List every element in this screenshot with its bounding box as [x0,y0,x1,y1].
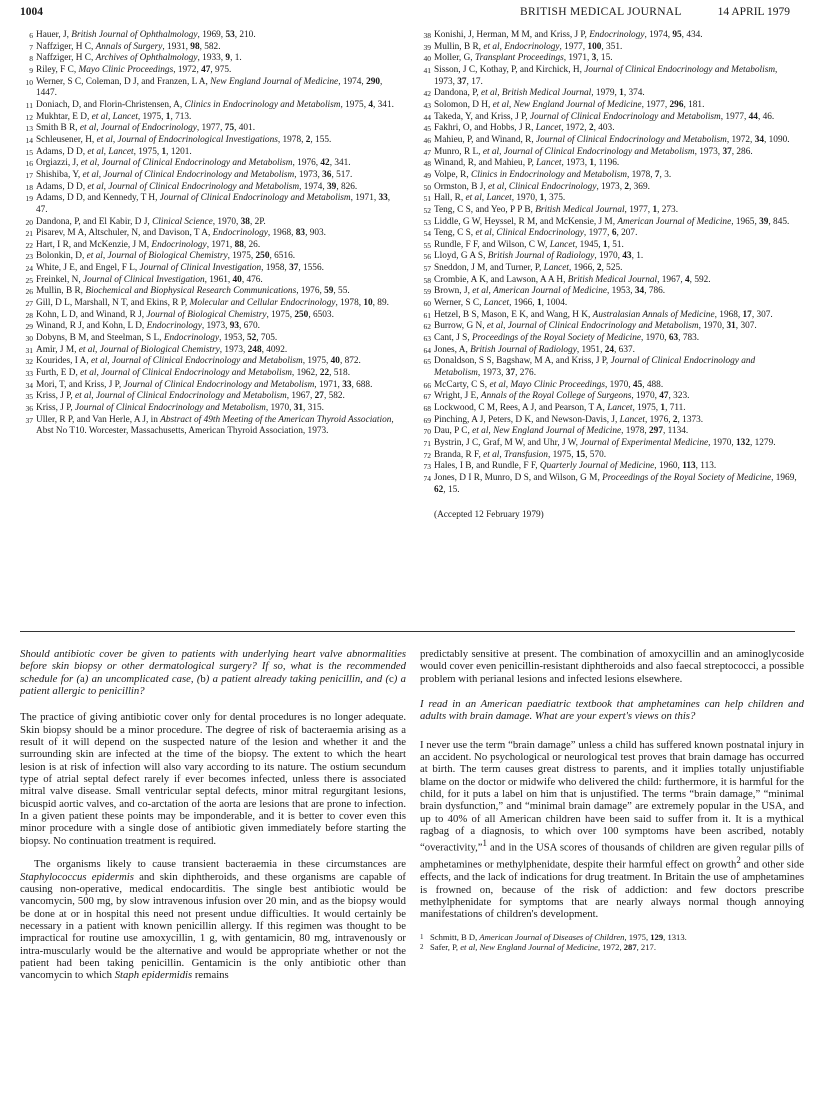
reference-number: 74 [423,473,431,483]
reference-item [418,403,798,415]
reference-text: Amir, J M, et al, Journal of Biological Chemistry, 1973, 248, 4092. [36,344,288,355]
reference-number: 33 [25,369,33,379]
reference-number: 2 [420,942,424,951]
reference-text: Mukhtar, E D, et al, Lancet, 1975, 1, 713. [36,111,192,122]
reference-number: 49 [423,170,431,180]
reference-item [418,112,798,124]
reference-number: 58 [423,275,431,285]
reference-number: 67 [423,392,431,402]
reference-text: Werner, S C, Lancet, 1966, 1, 1004. [434,298,568,309]
reference-item [20,53,398,65]
reference-item [20,345,398,357]
reference-item [418,461,798,473]
qa-left-column [20,648,406,993]
reference-number: 22 [25,240,33,250]
reference-number: 12 [25,112,33,122]
reference-item [20,158,398,170]
reference-text: Munro, R L, et al, Journal of Clinical Endocrinology and Metabolism, 1973, 37, 286. [434,146,753,157]
reference-item [20,135,398,147]
journal-name: BRITISH MEDICAL JOURNAL [520,6,682,18]
reference-number: 73 [423,462,431,472]
reference-item [418,205,798,217]
reference-number: 43 [423,100,431,110]
reference-text: Doniach, D, and Florin-Christensen, A, Clinics in Endocrinology and Metabolism, 1975, 4, 341. [36,99,394,110]
reference-item [20,193,398,216]
reference-item [418,321,798,333]
reference-text: Adams, D D, and Kennedy, T H, Journal of Clinical Endocrinology and Metabolism, 1971, 33, 47. [36,193,391,215]
reference-number: 27 [25,299,33,309]
reference-number: 41 [423,65,431,75]
reference-item [20,170,398,182]
references-right-column [418,30,798,522]
answer-paragraph: I never use the term “brain damage” unless a child has suffered known postnatal injury in an accident. No psychological or neurological test proves that brain damage has occurred at birth. The term causes great distress to parents, and it implies totally unjustifiable blame on the doctor or midwife who delivered the child: furthermore, it is harmful for the child, for it puts a label on him that is unjustified. The terms “brain damage,” “minimal brain dysfunction,” and “minimal brain damage” are extremely popular in the USA, and up to 40% of all American children have been said to suffer from it. It is a mythical ragbag of a diagnosis, to which over 100 symptoms have been ascribed, notably “overactivity,”$^1$ and in the USA scores of thousands of children are given regular pills of amphetamines or methylphenidate, despite their harmful effect on growth$^2$ and other side effects, and the lack of indications for drug treatment. In Britain the use of amphetamines is frowned on, because of the risk of addiction: and few doctors prescribe methylphenidate for symptoms that are nearly always normal though annoying manifestations of children's development. [420,738,804,921]
reference-number: 11 [25,100,33,110]
reference-text: Freinkel, N, Journal of Clinical Investigation, 1961, 40, 476. [36,274,263,285]
reference-item [418,380,798,392]
reference-number: 35 [25,392,33,402]
reference-text: Kriss, J P, Journal of Clinical Endocrinology and Metabolism, 1970, 31, 315. [36,403,324,413]
reference-item [20,77,398,100]
reference-number: 25 [25,275,33,285]
reference-item [20,298,398,310]
reference-item [418,415,798,427]
reference-text: Cant, J S, Proceedings of the Royal Society of Medicine, 1970, 63, 783. [434,333,700,344]
reference-number: 50 [423,182,431,192]
reference-item [418,123,798,135]
reference-number: 70 [423,427,431,437]
reference-number: 17 [25,170,33,180]
reference-number: 63 [423,334,431,344]
reference-item [20,391,398,403]
reference-text: Crombie, A K, and Lawson, A A H, British Medical Journal, 1967, 4, 592. [434,274,711,285]
reference-text: Dandona, P, and El Kabir, D J, Clinical Science, 1970, 38, 2P. [36,216,266,227]
reference-text: Volpe, R, Clinics in Endocrinology and Metabolism, 1978, 7, 3. [434,169,672,180]
reference-item [20,380,398,392]
reference-text: Gill, D L, Marshall, N T, and Ekins, R P, Molecular and Cellular Endocrinology, 1978, 10, 89. [36,298,389,309]
reference-item [20,182,398,194]
section-divider [20,631,795,632]
reference-item [20,42,398,54]
reference-item [418,391,798,403]
reference-text: Lockwood, C M, Rees, A J, and Pearson, T A, Lancet, 1975, 1, 711. [434,403,686,413]
reference-item [418,240,798,252]
reference-text: White, J E, and Engel, F L, Journal of Clinical Investigation, 1958, 37, 1556. [36,263,324,274]
reference-number: 60 [423,299,431,309]
reference-text: Moller, G, Transplant Proceedings, 1971, 3, 15. [434,53,613,64]
references-left-column [20,30,398,438]
reference-item [418,170,798,182]
reference-text: Takeda, Y, and Kriss, J P, Journal of Clinical Endocrinology and Metabolism, 1977, 44, 46. [434,111,775,122]
reference-item [418,473,798,496]
reference-text: Solomon, D H, et al, New England Journal of Medicine, 1977, 296, 181. [434,99,705,110]
reference-item [418,65,798,88]
reference-number: 36 [25,404,33,413]
reference-item [418,263,798,275]
reference-item [20,356,398,368]
qa-right-column [420,648,804,952]
reference-number: 53 [423,217,431,227]
reference-text: Teng, C S, and Yeo, P P B, British Medical Journal, 1977, 1, 273. [434,204,679,215]
reference-item [20,251,398,263]
reference-item [418,450,798,462]
reference-number: 38 [423,31,431,40]
reference-text: Liddle, G W, Heyssel, R M, and McKensie, J M, American Journal of Medicine, 1965, 39, 845. [434,216,790,227]
reference-number: 54 [423,229,431,239]
reference-text: Wright, J E, Annals of the Royal College of Surgeons, 1970, 47, 323. [434,391,690,402]
reference-number: 57 [423,264,431,274]
reference-item [418,356,798,379]
reference-number: 7 [29,42,33,52]
reference-text: Branda, R F, et al, Transfusion, 1975, 15, 570. [434,449,607,460]
reference-number: 1 [420,932,424,941]
reference-item [418,298,798,310]
reference-number: 48 [423,159,431,169]
reference-number: 66 [423,380,431,390]
reference-item [20,228,398,240]
reference-text: Jones, A, British Journal of Radiology, 1951, 24, 637. [434,344,635,355]
reference-text: Adams, D D, et al, Journal of Clinical Endocrinology and Metabolism, 1974, 39, 826. [36,181,358,192]
reference-item [420,942,804,952]
answer-paragraph-continued: predictably sensitive at present. The combination of amoxycillin and an aminoglycoside would cover even penicillin-resistant diphtheroids and also faecal streptococci, a possible problem with perianal lesions and infected lesions elsewhere. [420,648,804,685]
reference-item [418,53,798,65]
reference-text: Pisarev, M A, Altschuler, N, and Davison, T A, Endocrinology, 1968, 83, 903. [36,228,326,239]
reference-number: 59 [423,287,431,297]
reference-number: 46 [423,135,431,145]
reference-item [20,30,398,42]
reference-item [418,158,798,170]
reference-text: Rundle, F F, and Wilson, C W, Lancet, 1945, 1, 51. [434,239,624,250]
reference-item [418,88,798,100]
reference-text: Bystrin, J C, Graf, M W, and Uhr, J W, Journal of Experimental Medicine, 1970, 132, 1279. [434,437,776,448]
reference-number: 71 [423,438,431,448]
answer-references [420,932,804,953]
reference-item [418,275,798,287]
reference-number: 69 [423,415,431,425]
reference-text: Mori, T, and Kriss, J P, Journal of Clinical Endocrinology and Metabolism, 1971, 33, 688. [36,379,373,390]
reference-number: 52 [423,205,431,215]
reference-text: Kourides, I A, et al, Journal of Clinical Endocrinology and Metabolism, 1975, 40, 872. [36,356,361,367]
reference-text: Winand, R J, and Kohn, L D, Endocrinology, 1973, 93, 670. [36,321,260,332]
reference-text: Riley, F C, Mayo Clinic Proceedings, 1972, 47, 975. [36,64,232,75]
reference-text: Konishi, J, Herman, M M, and Kriss, J P, Endocrinology, 1974, 95, 434. [434,30,703,40]
reference-item [20,263,398,275]
reference-number: 37 [25,415,33,425]
reference-item [418,147,798,159]
reference-text: Naffziger, H C, Annals of Surgery, 1931, 98, 582. [36,41,221,52]
reference-number: 44 [423,112,431,122]
accepted-date: (Accepted 12 February 1979) [434,510,544,521]
reference-text: Lloyd, G A S, British Journal of Radiology, 1970, 43, 1. [434,251,644,262]
reference-item [418,345,798,357]
reference-text: Dau, P C, et al, New England Journal of Medicine, 1978, 297, 1134. [434,426,689,437]
reference-number: 62 [423,322,431,332]
reference-number: 39 [423,42,431,52]
reference-number: 14 [25,135,33,145]
reference-item [418,426,798,438]
reference-item [418,228,798,240]
reference-number: 61 [423,310,431,320]
reference-item [20,65,398,77]
reference-text: Ormston, B J, et al, Clinical Endocrinology, 1973, 2, 369. [434,181,650,192]
reference-number: 18 [25,182,33,192]
reference-item [418,310,798,322]
reference-text: Brown, J, et al, American Journal of Medicine, 1953, 34, 786. [434,286,666,297]
reference-number: 42 [423,89,431,99]
reference-item [20,286,398,298]
reference-text: Hauer, J, British Journal of Ophthalmology, 1969, 53, 210. [36,30,256,40]
reference-item [418,438,798,450]
reference-item [418,182,798,194]
reference-number: 55 [423,240,431,250]
issue-date: 14 APRIL 1979 [717,6,790,18]
reference-item [418,42,798,54]
reference-text: Pinching, A J, Peters, D K, and Newson-Davis, J, Lancet, 1976, 2, 1373. [434,414,704,425]
reference-number: 40 [423,54,431,64]
reference-number: 64 [423,345,431,355]
reference-text: Safer, P, et al, New England Journal of Medicine, 1972, 287, 217. [430,941,656,952]
reference-number: 51 [423,194,431,204]
reference-item [20,147,398,159]
reference-number: 21 [25,229,33,239]
reference-text: Sneddon, J M, and Turner, P, Lancet, 1966, 2, 525. [434,263,623,274]
reference-item [418,286,798,298]
reference-number: 29 [25,322,33,332]
reference-item [20,368,398,380]
reference-text: Shishiba, Y, et al, Journal of Clinical Endocrinology and Metabolism, 1973, 36, 517. [36,169,353,180]
reference-number: 31 [25,345,33,355]
reference-number: 34 [25,380,33,390]
page-number: 1004 [20,6,43,18]
reference-item [20,217,398,229]
reference-text: Mullin, B R, Biochemical and Biophysical Research Communications, 1976, 59, 55. [36,286,350,297]
reference-number: 8 [29,54,33,64]
reference-item [20,275,398,287]
reference-number: 13 [25,124,33,134]
reference-number: 56 [423,252,431,262]
reference-text: Hetzel, B S, Mason, E K, and Wang, H K, Australasian Annals of Medicine, 1968, 17, 307. [434,309,773,320]
reference-text: Kriss, J P, et al, Journal of Clinical Endocrinology and Metabolism, 1967, 27, 582. [36,391,345,402]
reference-text: Winand, R, and Mahieu, P, Lancet, 1973, 1, 1196. [434,158,620,169]
reference-number: 9 [29,65,33,75]
reference-text: Werner, S C, Coleman, D J, and Franzen, L A, New England Journal of Medicine, 1974, 290, 1447. [36,76,383,99]
reference-number: 19 [25,194,33,204]
reference-text: Mahieu, P, and Winand, R, Journal of Clinical Endocrinology and Metabolism, 1972, 34, 1090. [434,134,790,145]
reference-item [20,100,398,112]
reference-text: Jones, D I R, Munro, D S, and Wilson, G M, Proceedings of the Royal Society of Medicine, 1969, 62, 15. [434,472,797,495]
reference-number: 45 [423,124,431,134]
reference-text: Schleusener, H, et al, Journal of Endocrinological Investigations, 1978, 2, 155. [36,134,332,145]
reference-number: 23 [25,252,33,262]
reference-item [418,30,798,42]
question-amphetamines: I read in an American paediatric textbook that amphetamines can help children and adults with brain damage. What are your expert's views on this? [420,698,804,723]
reference-text: Dandona, P, et al, British Medical Journal, 1979, 1, 374. [434,88,645,99]
reference-item [20,112,398,124]
reference-text: Mullin, B R, et al, Endocrinology, 1977, 100, 351. [434,41,623,52]
reference-text: Sisson, J C, Kothay, P, and Kirchick, H, Journal of Clinical Endocrinology and Metabolism, 1973, 37, 17. [434,64,778,87]
reference-text: Donaldson, S S, Bagshaw, M A, and Kriss, J P, Journal of Clinical Endocrinology and Metabolism, 1973, 37, 276. [434,356,756,379]
reference-text: Furth, E D, et al, Journal of Clinical Endocrinology and Metabolism, 1962, 22, 518. [36,368,351,379]
reference-text: Hales, I B, and Rundle, F F, Quarterly Journal of Medicine, 1960, 113, 113. [434,461,717,472]
reference-number: 15 [25,147,33,157]
reference-item [418,217,798,229]
reference-text: Schmitt, B D, American Journal of Diseases of Children, 1975, 129, 1313. [430,931,687,942]
question-antibiotic-cover: Should antibiotic cover be given to patients with underlying heart valve abnormalities before skin biopsy or other dermatological surgery? If so, what is the recommended schedule for (a) an uncomplicated case, (b) a patient already taking penicillin, and (c) a patient allergic to penicillin? [20,648,407,698]
reference-number: 32 [25,357,33,367]
reference-number: 10 [25,77,33,87]
reference-item [20,403,398,415]
reference-text: Uller, R P, and Van Herle, A J, in Abstract of 49th Meeting of the American Thyroid Association, Abst No T10. Worcester, Massachusetts, American Thyroid Association, 1973. [36,414,394,437]
reference-number: 72 [423,450,431,460]
reference-item [20,310,398,322]
reference-number: 47 [423,147,431,157]
reference-item [20,333,398,345]
reference-number: 26 [25,287,33,297]
reference-text: McCarty, C S, et al, Mayo Clinic Proceedings, 1970, 45, 488. [434,379,664,390]
page-header [20,6,790,22]
reference-number: 6 [29,31,33,40]
reference-number: 24 [25,264,33,274]
reference-text: Burrow, G N, et al, Journal of Clinical Endocrinology and Metabolism, 1970, 31, 307. [434,321,757,332]
answer-paragraph: The practice of giving antibiotic cover only for dental procedures is no longer adequate. Skin biopsy should be a minor procedure. The degree of risk of bacteraemia arising as a result of it will depend on the suspected nature of the lesion and whether it and the surrounding skin are infected at the time of the biopsy. The extent to which the heart lesion is at risk of infection will also vary according to its nature. The ostium secundum type of atrial septal defect rarely if ever becomes infected, unless there is associated mitral valve disease. Small ventricular septal defects, minor mitral regurgitant lesions, bicuspid aortic valves, and co-arctation of the aorta are lesions that are prone to infection. In a given patient these points may be imponderable, and it is better to cover even this minor procedure with a single dose of antibiotic given immediately before starting the biopsy. No continuation treatment is required. [20,711,406,847]
reference-item [418,135,798,147]
reference-item [418,193,798,205]
reference-item [20,240,398,252]
reference-item [420,932,804,942]
reference-text: Dobyns, B M, and Steelman, S L, Endocrinology, 1953, 52, 705. [36,333,278,344]
reference-item [20,321,398,333]
reference-text: Bolonkin, D, et al, Journal of Biological Chemistry, 1975, 250, 6516. [36,251,296,262]
reference-item [20,123,398,135]
reference-item [20,415,398,438]
reference-text: Fakhri, O, and Hobbs, J R, Lancet, 1972, 2, 403. [434,123,615,134]
reference-text: Orgiazzi, J, et al, Journal of Clinical Endocrinology and Metabolism, 1976, 42, 341. [36,158,351,169]
reference-number: 68 [423,404,431,413]
answer-paragraph: The organisms likely to cause transient bacteraemia in these circumstances are Staphylococcus epidermis and skin diphtheroids, and these organisms are capable of causing non-operative, medical endocarditis. The single best antibiotic would be vancomycin, 500 mg, by slow intravenous infusion over 20 min, and as the biopsy would be done at or in hospital this need not present undue difficulties. It would certainly be necessary in a patient with known penicillin allergy. If this regimen was thought to be impractical for routine use amoxycillin, 1 g, with gentamicin, 80 mg, intravenously or intra-muscularly would be the alternative and would be appropriate whether or not the patient had been taking penicillin. Gentamicin is the only antibiotic other than vancomycin to which Staph epidermidis remains [20,858,406,982]
reference-number: 16 [25,159,33,169]
reference-text: Naffziger, H C, Archives of Ophthalmology, 1933, 9, 1. [36,53,242,64]
reference-text: Teng, C S, et al, Clinical Endocrinology, 1977, 6, 207. [434,228,638,239]
reference-item [418,100,798,112]
reference-text: Smith B R, et al, Journal of Endocrinology, 1977, 75, 401. [36,123,256,134]
reference-number: 30 [25,334,33,344]
reference-text: Kohn, L D, and Winand, R J, Journal of Biological Chemistry, 1975, 250, 6503. [36,309,334,320]
reference-text: Hall, R, et al, Lancet, 1970, 1, 375. [434,193,566,204]
reference-item [418,251,798,263]
reference-number: 65 [423,357,431,367]
reference-number: 20 [25,217,33,227]
reference-item [418,333,798,345]
reference-text: Adams, D D, et al, Lancet, 1975, 1, 1201. [36,146,192,157]
reference-text: Hart, I R, and McKenzie, J M, Endocrinology, 1971, 88, 26. [36,239,261,250]
reference-number: 28 [25,310,33,320]
